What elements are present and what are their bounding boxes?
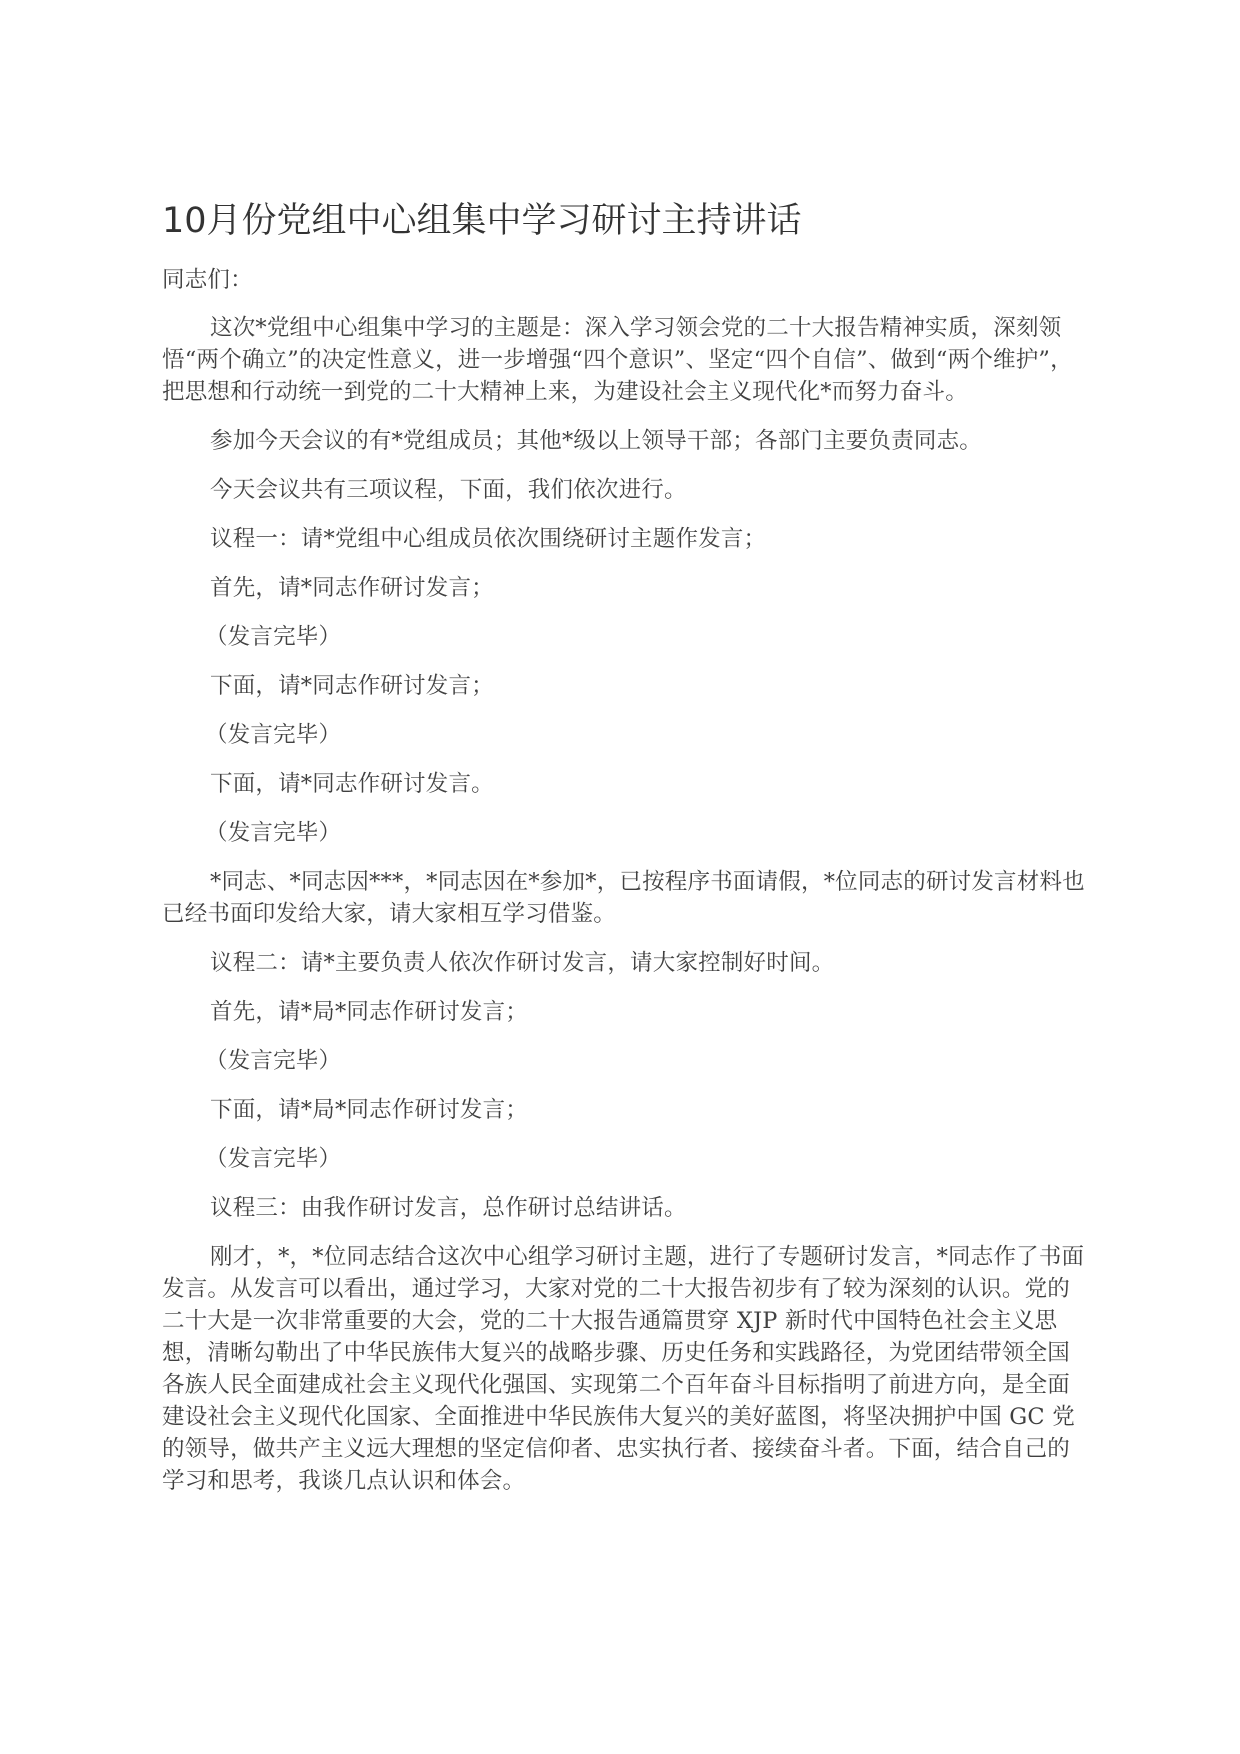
paragraph-speech-finished: （发言完毕） <box>205 1048 342 1074</box>
document-body <box>162 196 1092 1514</box>
paragraph-speech-finished: （发言完毕） <box>205 820 342 846</box>
salutation: 同志们： <box>162 267 253 293</box>
paragraph-agenda-two: 议程二：请*主要负责人依次作研讨发言，请大家控制好时间。 <box>210 950 835 976</box>
paragraph-first-speaker: 首先，请*同志作研讨发言； <box>210 575 494 601</box>
paragraph-speech-finished: （发言完毕） <box>205 1146 342 1172</box>
paragraph-leave-notice: *同志、*同志因***，*同志因在*参加*，已按程序书面请假，*位同志的研讨发言材料也已经书面印发给大家，请大家相互学习借鉴。 <box>162 869 1085 927</box>
paragraph-attendees: 参加今天会议的有*党组成员；其他*级以上领导干部；各部门主要负责同志。 <box>210 428 983 454</box>
paragraph-first-speaker: 首先，请*局*同志作研讨发言； <box>210 999 529 1025</box>
paragraph-speech-finished: （发言完毕） <box>205 722 342 748</box>
paragraph-agenda-three: 议程三：由我作研讨发言，总作研讨总结讲话。 <box>210 1195 687 1221</box>
paragraph-agenda-intro: 今天会议共有三项议程，下面，我们依次进行。 <box>210 477 687 503</box>
paragraph-agenda-one: 议程一：请*党组中心组成员依次围绕研讨主题作发言； <box>210 526 767 552</box>
paragraph-next-speaker: 下面，请*局*同志作研讨发言； <box>210 1097 529 1123</box>
paragraph-speech-finished: （发言完毕） <box>205 624 342 650</box>
paragraph-next-speaker: 下面，请*同志作研讨发言； <box>210 673 494 699</box>
paragraph-summary: 刚才，*，*位同志结合这次中心组学习研讨主题，进行了专题研讨发言，*同志作了书面发言。从发言可以看出，通过学习，大家对党的二十大报告初步有了较为深刻的认识。党的二十大是一次非常重要的大会，党的二十大报告通篇贯穿 XJP 新时代中国特色社会主义思想，清晰勾勒出了中华民族伟大复兴的战略步骤、历史任务和实践路径，为党团结带领全国各族人民全面建成社会主义现代化强国、实现第二个百年奋斗目标指明了前进方向，是全面建设社会主义现代化国家、全面推进中华民族伟大复兴的美好蓝图，将坚决拥护中国 GC 党的领导，做共产主义远大理想的坚定信仰者、忠实执行者、接续奋斗者。下面，结合自己的学习和思考，我谈几点认识和体会。 <box>162 1244 1085 1494</box>
document-title: 10月份党组中心组集中学习研讨主持讲话 <box>162 201 802 241</box>
paragraph-theme: 这次*党组中心组集中学习的主题是：深入学习领会党的二十大报告精神实质，深刻领悟“两个确立”的决定性意义，进一步增强“四个意识”、坚定“四个自信”、做到“两个维护”，把思想和行动统一到党的二十大精神上来，为建设社会主义现代化*而努力奋斗。 <box>162 315 1073 405</box>
paragraph-next-speaker: 下面，请*同志作研讨发言。 <box>210 771 494 797</box>
